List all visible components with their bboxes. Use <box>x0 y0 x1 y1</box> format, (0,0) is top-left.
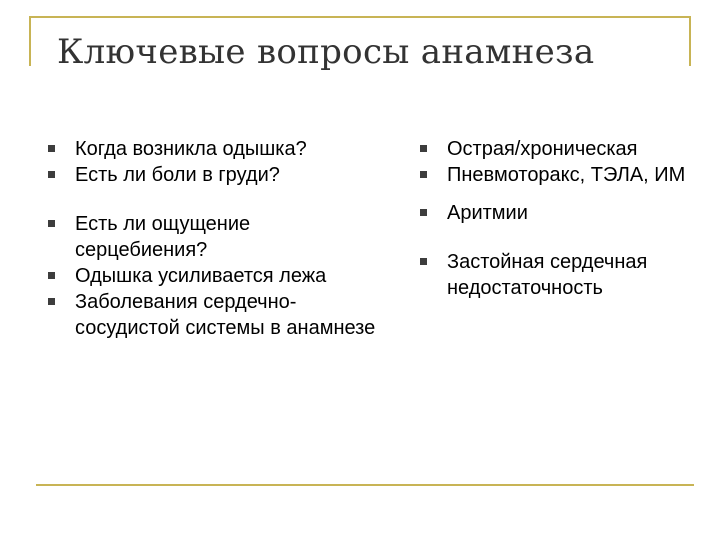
slide-title: Ключевые вопросы анамнеза <box>57 32 595 72</box>
list-item-text: Есть ли боли в груди? <box>75 164 280 186</box>
list-item <box>36 289 376 341</box>
square-bullet-icon <box>420 171 427 178</box>
square-bullet-icon <box>420 145 427 152</box>
frame-left-line <box>29 16 31 66</box>
list-item-text: Аритмии <box>447 202 528 224</box>
list-item <box>408 249 698 301</box>
frame-bottom-line <box>36 484 694 486</box>
square-bullet-icon <box>48 145 55 152</box>
list-item-text: Острая/хроническая <box>447 138 638 160</box>
list-item-text: Есть ли ощущение серцебиения? <box>75 213 251 261</box>
list-item-text: Одышка усиливается лежа <box>75 265 327 287</box>
list-item <box>408 162 698 188</box>
square-bullet-icon <box>48 272 55 279</box>
list-item <box>408 200 698 226</box>
square-bullet-icon <box>48 298 55 305</box>
list-item <box>408 136 698 162</box>
square-bullet-icon <box>420 258 427 265</box>
question-list <box>36 136 376 341</box>
list-item-text: Заболевания сердечно-сосудистой системы в анамнезе <box>75 291 376 339</box>
list-item <box>36 211 376 263</box>
square-bullet-icon <box>48 171 55 178</box>
list-item <box>36 136 376 162</box>
list-item <box>36 263 376 289</box>
list-item-text: Когда возникла одышка? <box>75 138 307 160</box>
list-item-text: Застойная сердечная недостаточность <box>447 251 648 299</box>
square-bullet-icon <box>48 220 55 227</box>
frame-right-line <box>689 16 691 66</box>
square-bullet-icon <box>420 209 427 216</box>
list-item-text: Пневмоторакс, ТЭЛА, ИМ <box>447 164 686 186</box>
frame-top-line <box>29 16 691 18</box>
diagnosis-list <box>408 136 698 301</box>
list-item <box>36 162 376 188</box>
